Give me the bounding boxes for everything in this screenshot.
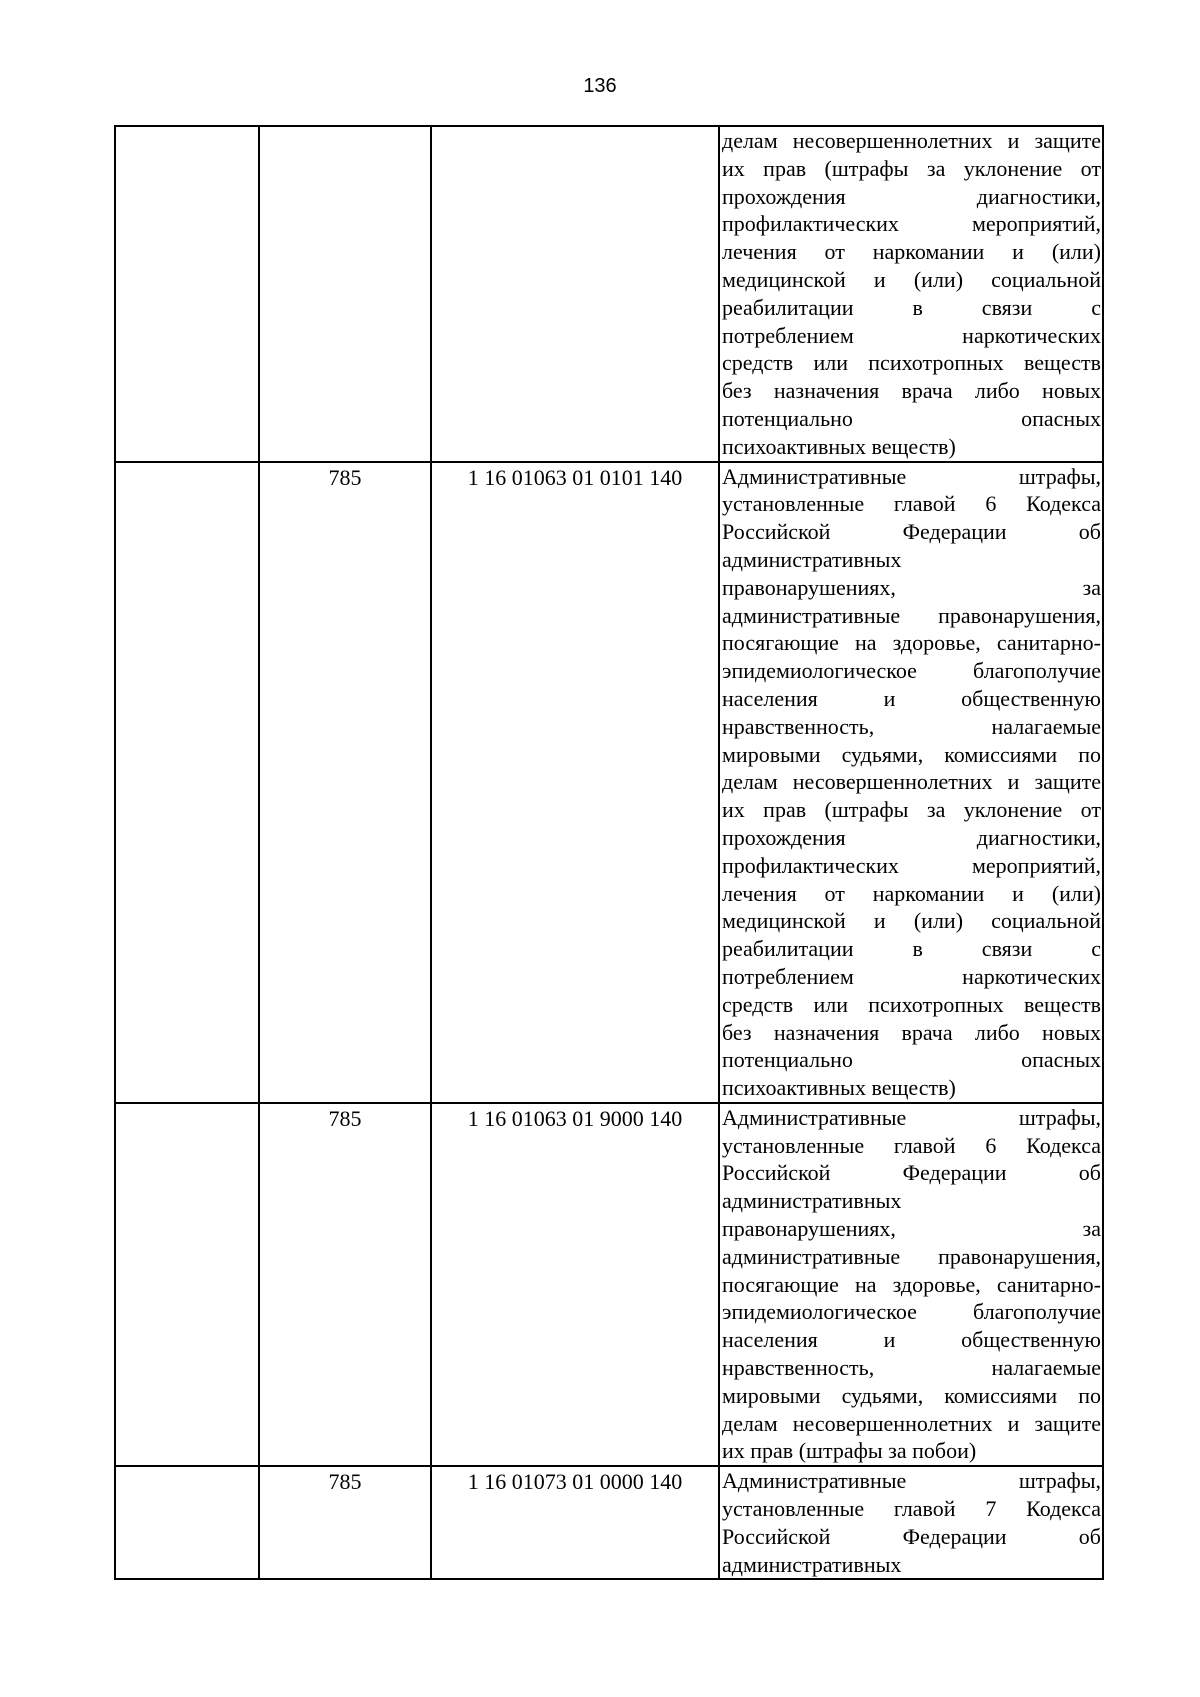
description-line: установленные главой 6 Кодекса	[722, 491, 1101, 517]
page-number: 136	[583, 75, 617, 97]
description-line: мировыми судьями, комиссиями по	[722, 1382, 1101, 1408]
description-line: медицинской и (или) социальной	[722, 908, 1101, 934]
description-line: прохождения диагностики,	[722, 183, 1101, 209]
cell-admin-code	[259, 126, 431, 462]
description-line: потреблением наркотических	[722, 963, 1101, 989]
description-line: Российской Федерации об	[722, 1523, 1101, 1549]
description-line: посягающие на здоровье, санитарно-	[722, 1271, 1101, 1297]
description-line: посягающие на здоровье, санитарно-	[722, 630, 1101, 656]
description-line: административные правонарушения,	[722, 602, 1101, 628]
description-line: потреблением наркотических	[722, 322, 1101, 348]
description-line: без назначения врача либо новых	[722, 378, 1101, 404]
description-line: населения и общественную	[722, 1327, 1101, 1353]
description-line: профилактических мероприятий,	[722, 211, 1101, 237]
description-line: нравственность, налагаемые	[722, 1355, 1101, 1381]
description-line: реабилитации в связи с	[722, 294, 1101, 320]
description-line: потенциально опасных	[722, 405, 1101, 431]
description-line: без назначения врача либо новых	[722, 1019, 1101, 1045]
description-line: нравственность, налагаемые	[722, 713, 1101, 739]
description-line: профилактических мероприятий,	[722, 852, 1101, 878]
description-line: правонарушениях, за	[722, 1216, 1101, 1242]
description-line: Административные штрафы,	[722, 463, 1101, 489]
cell-empty	[115, 462, 259, 1103]
description-line: правонарушениях, за	[722, 574, 1101, 600]
table-row	[115, 462, 1103, 1103]
description-line: административных	[722, 1188, 902, 1214]
table-row	[115, 1103, 1103, 1466]
description-line: административные правонарушения,	[722, 1243, 1101, 1269]
description-line: психоактивных веществ)	[722, 433, 956, 459]
description-line: делам несовершеннолетних и защите	[722, 128, 1101, 153]
description-line: мировыми судьями, комиссиями по	[722, 741, 1101, 767]
cell-description	[719, 126, 1103, 462]
description-line: делам несовершеннолетних и защите	[722, 769, 1101, 795]
description-line: эпидемиологическое благополучие	[722, 658, 1101, 684]
description-line: прохождения диагностики,	[722, 824, 1101, 850]
table-row	[115, 1466, 1103, 1579]
table-row	[115, 126, 1103, 462]
description-line: установленные главой 7 Кодекса	[722, 1496, 1101, 1522]
table-body	[115, 126, 1103, 1579]
cell-description	[719, 1103, 1103, 1466]
cell-admin-code: 785	[259, 1466, 431, 1579]
description-line: их прав (штрафы за побои)	[722, 1438, 977, 1464]
cell-kbk-code: 1 16 01063 01 0101 140	[431, 462, 719, 1103]
description-line: лечения от наркомании и (или)	[722, 880, 1101, 906]
budget-classification-table	[114, 125, 1104, 1580]
cell-empty	[115, 126, 259, 462]
description-line: Административные штрафы,	[722, 1104, 1101, 1130]
cell-description	[719, 1466, 1103, 1579]
description-line: установленные главой 6 Кодекса	[722, 1132, 1101, 1158]
cell-admin-code: 785	[259, 462, 431, 1103]
description-line: лечения от наркомании и (или)	[722, 239, 1101, 265]
description-line: Российской Федерации об	[722, 519, 1101, 545]
description-line: потенциально опасных	[722, 1047, 1101, 1073]
description-line: психоактивных веществ)	[722, 1075, 956, 1101]
description-line: Российской Федерации об	[722, 1160, 1101, 1186]
description-line: средств или психотропных веществ	[722, 991, 1101, 1017]
description-line: средств или психотропных веществ	[722, 350, 1101, 376]
description-line: Административные штрафы,	[722, 1468, 1101, 1494]
cell-kbk-code	[431, 126, 719, 462]
cell-admin-code: 785	[259, 1103, 431, 1466]
description-line: их прав (штрафы за уклонение от	[722, 155, 1101, 181]
cell-empty	[115, 1103, 259, 1466]
description-line: административных	[722, 1551, 902, 1577]
description-line: административных	[722, 546, 902, 572]
description-line: реабилитации в связи с	[722, 936, 1101, 962]
description-line: их прав (штрафы за уклонение от	[722, 797, 1101, 823]
cell-kbk-code: 1 16 01073 01 0000 140	[431, 1466, 719, 1579]
cell-kbk-code: 1 16 01063 01 9000 140	[431, 1103, 719, 1466]
description-line: делам несовершеннолетних и защите	[722, 1410, 1101, 1436]
description-line: медицинской и (или) социальной	[722, 266, 1101, 292]
cell-description	[719, 462, 1103, 1103]
description-line: населения и общественную	[722, 685, 1101, 711]
description-line: эпидемиологическое благополучие	[722, 1299, 1101, 1325]
cell-empty	[115, 1466, 259, 1579]
